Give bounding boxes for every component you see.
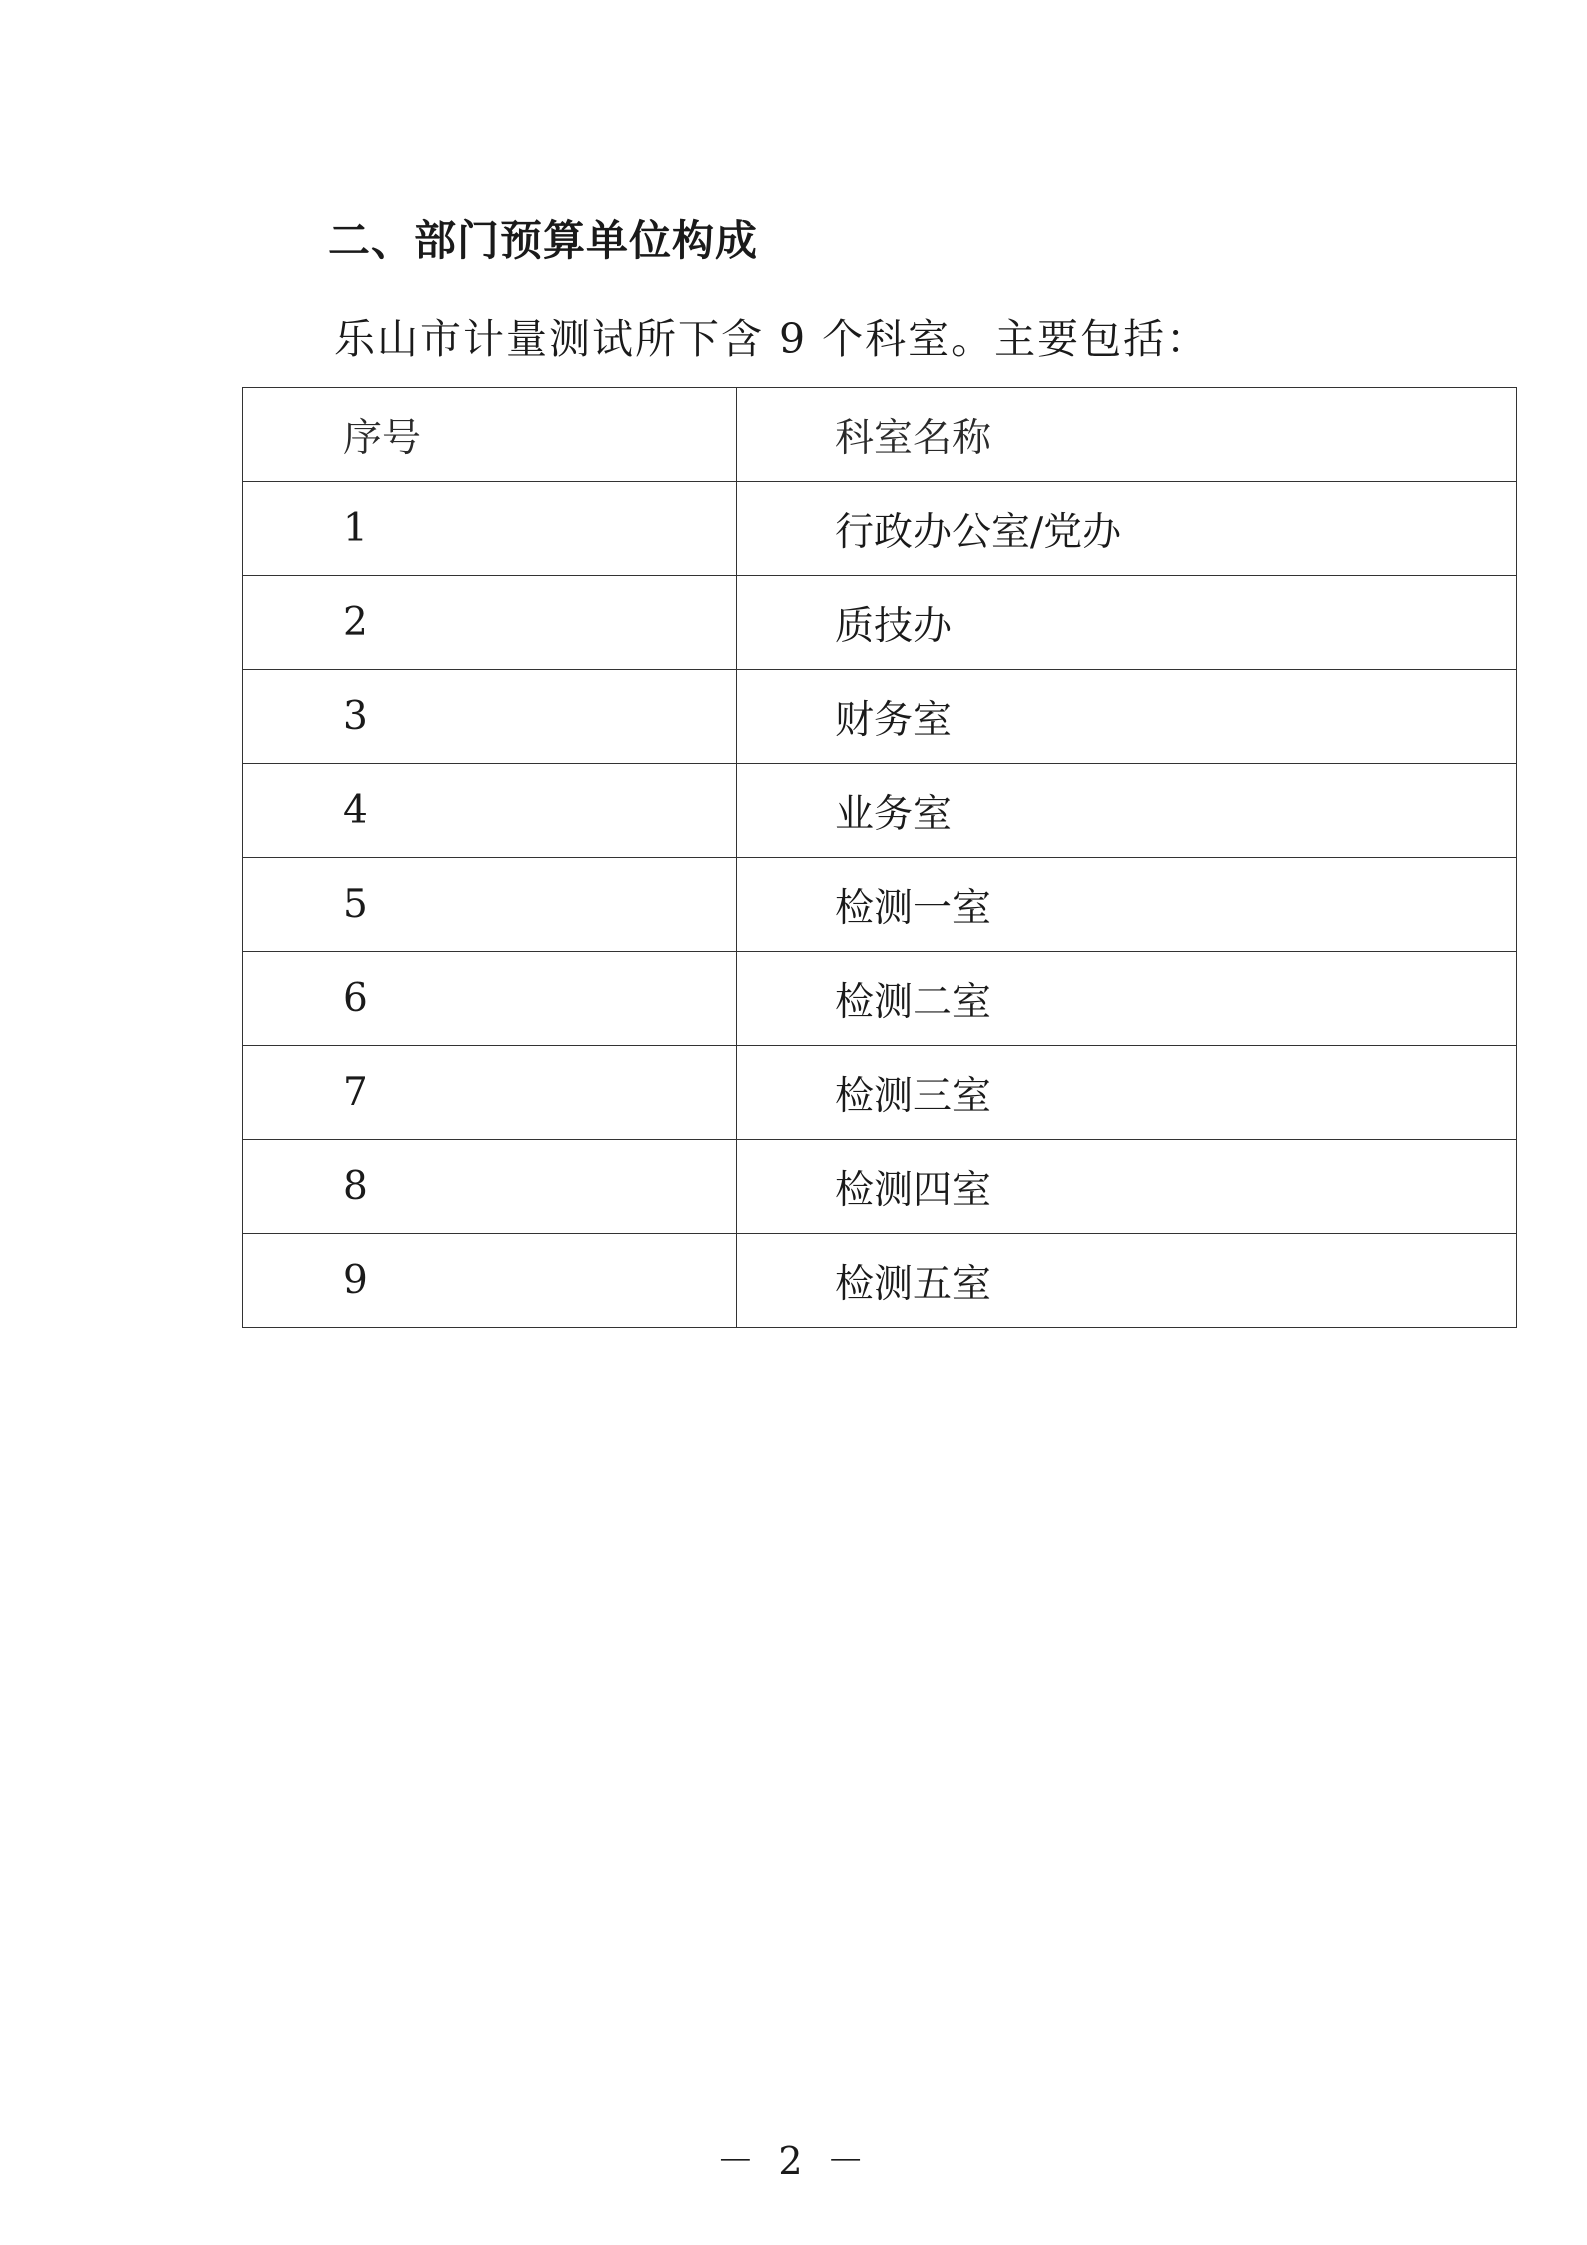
row-index-cell: 5 [243, 858, 737, 952]
row-department-cell: 检测一室 [737, 858, 1517, 952]
department-units-table [242, 387, 1517, 1328]
row-index-cell: 9 [243, 1234, 737, 1328]
row-index-cell: 3 [243, 670, 737, 764]
table-row [243, 858, 1517, 952]
row-index-cell: 6 [243, 952, 737, 1046]
table-row [243, 482, 1517, 576]
table-header-row [243, 388, 1517, 482]
row-department-cell: 行政办公室/党办 [737, 482, 1517, 576]
header-cell-index: 序号 [243, 388, 737, 482]
page-number: － 2 － [716, 2139, 871, 2183]
table-row [243, 576, 1517, 670]
table-row [243, 952, 1517, 1046]
row-department-cell: 财务室 [737, 670, 1517, 764]
row-index-cell: 4 [243, 764, 737, 858]
row-department-cell: 业务室 [737, 764, 1517, 858]
table-row [243, 1046, 1517, 1140]
row-department-cell: 检测二室 [737, 952, 1517, 1046]
row-index-cell: 8 [243, 1140, 737, 1234]
section-heading: 二、部门预算单位构成 [328, 216, 759, 265]
table-row [243, 764, 1517, 858]
row-index-cell: 1 [243, 482, 737, 576]
row-department-cell: 检测三室 [737, 1046, 1517, 1140]
table-row [243, 1234, 1517, 1328]
table-row [243, 1140, 1517, 1234]
table-row [243, 670, 1517, 764]
row-department-cell: 检测五室 [737, 1234, 1517, 1328]
row-index-cell: 7 [243, 1046, 737, 1140]
intro-paragraph: 乐山市计量测试所下含 9 个科室。主要包括： [334, 315, 1210, 363]
header-cell-department-name: 科室名称 [737, 388, 1517, 482]
row-index-cell: 2 [243, 576, 737, 670]
row-department-cell: 质技办 [737, 576, 1517, 670]
row-department-cell: 检测四室 [737, 1140, 1517, 1234]
